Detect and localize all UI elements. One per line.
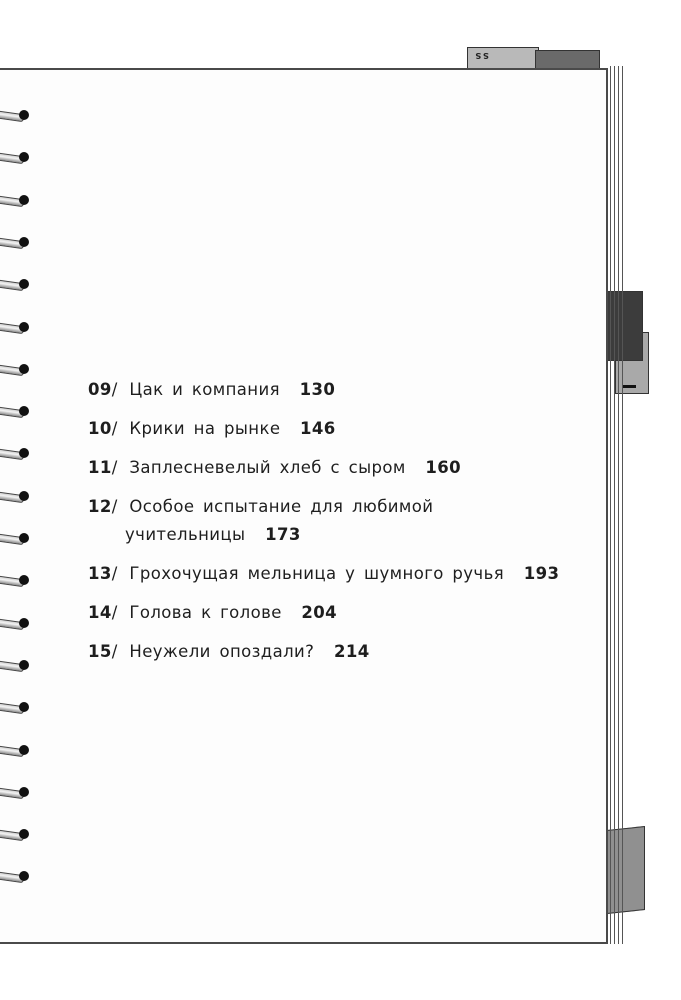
chapter-page: 214 (334, 642, 370, 661)
ring-hole (19, 787, 29, 797)
spiral-binding (0, 110, 40, 910)
chapter-number: 11 (88, 458, 112, 477)
spiral-ring (0, 152, 34, 162)
chapter-title: Голова к голове (129, 603, 282, 622)
toc-entry: 09/ Цак и компания 130 (88, 380, 336, 399)
ring-hole (19, 406, 29, 416)
chapter-number: 15 (88, 642, 112, 661)
ring-hole (19, 745, 29, 755)
spiral-ring (0, 237, 34, 247)
spiral-ring (0, 279, 34, 289)
ring-hole (19, 364, 29, 374)
page-edge (612, 66, 615, 944)
spiral-ring (0, 364, 34, 374)
chapter-number: 12 (88, 497, 112, 516)
table-of-contents (88, 376, 588, 677)
toc-entry: 14/ Голова к голове 204 (88, 603, 338, 622)
chapter-page: 204 (301, 603, 338, 622)
spiral-ring (0, 195, 34, 205)
toc-entry: 15/ Неужели опоздали? 214 (88, 642, 370, 661)
spiral-ring (0, 110, 34, 120)
spiral-ring (0, 322, 34, 332)
chapter-title: Грохочущая мельница у шумного ручья (129, 564, 505, 583)
page-edge (616, 66, 619, 944)
ring-hole (19, 618, 29, 628)
chapter-number: 14 (88, 603, 112, 622)
toc-entry: 11/ Заплесневелый хлеб с сыром 160 (88, 458, 462, 477)
spiral-ring (0, 829, 34, 839)
spiral-ring (0, 618, 34, 628)
toc-entry: 10/ Крики на рынке 146 (88, 419, 336, 438)
ring-hole (19, 575, 29, 585)
chapter-number: 10 (88, 419, 112, 438)
chapter-page: 173 (265, 525, 301, 544)
ring-hole (19, 152, 29, 162)
spiral-ring (0, 406, 34, 416)
page-edge (620, 66, 623, 944)
right-tab-mark (622, 385, 636, 388)
toc-entry: 12/ Особое испытание для любимой учительницы 173 (88, 497, 434, 544)
chapter-title: Неужели опоздали? (129, 642, 315, 661)
ring-hole (19, 322, 29, 332)
ring-hole (19, 279, 29, 289)
ring-hole (19, 660, 29, 670)
spiral-ring (0, 533, 34, 543)
chapter-page: 160 (425, 458, 462, 477)
chapter-title-line2: учительницы (125, 525, 246, 544)
top-tab-text: ss (474, 50, 490, 63)
chapter-title: Заплесневелый хлеб с сыром (129, 458, 406, 477)
chapter-page: 130 (299, 380, 336, 399)
top-tab-dark (535, 50, 600, 70)
spiral-ring (0, 702, 34, 712)
spiral-ring (0, 871, 34, 881)
ring-hole (19, 871, 29, 881)
chapter-title: Цак и компания (129, 380, 280, 399)
ring-hole (19, 448, 29, 458)
spiral-ring (0, 491, 34, 501)
chapter-title: Крики на рынке (129, 419, 281, 438)
chapter-page: 193 (523, 564, 560, 583)
ring-hole (19, 110, 29, 120)
top-tab-light (467, 47, 539, 69)
spiral-ring (0, 787, 34, 797)
spiral-ring (0, 448, 34, 458)
ring-hole (19, 829, 29, 839)
ring-hole (19, 533, 29, 543)
ring-hole (19, 702, 29, 712)
chapter-title: Особое испытание для любимой (129, 497, 434, 516)
chapter-page: 146 (300, 419, 336, 438)
ring-hole (19, 237, 29, 247)
chapter-number: 13 (88, 564, 112, 583)
spiral-ring (0, 575, 34, 585)
chapter-number: 09 (88, 380, 112, 399)
toc-entry: 13/ Грохочущая мельница у шумного ручья 193 (88, 564, 560, 583)
ring-hole (19, 491, 29, 501)
ring-hole (19, 195, 29, 205)
spiral-ring (0, 745, 34, 755)
page-edge (608, 66, 611, 944)
spiral-ring (0, 660, 34, 670)
